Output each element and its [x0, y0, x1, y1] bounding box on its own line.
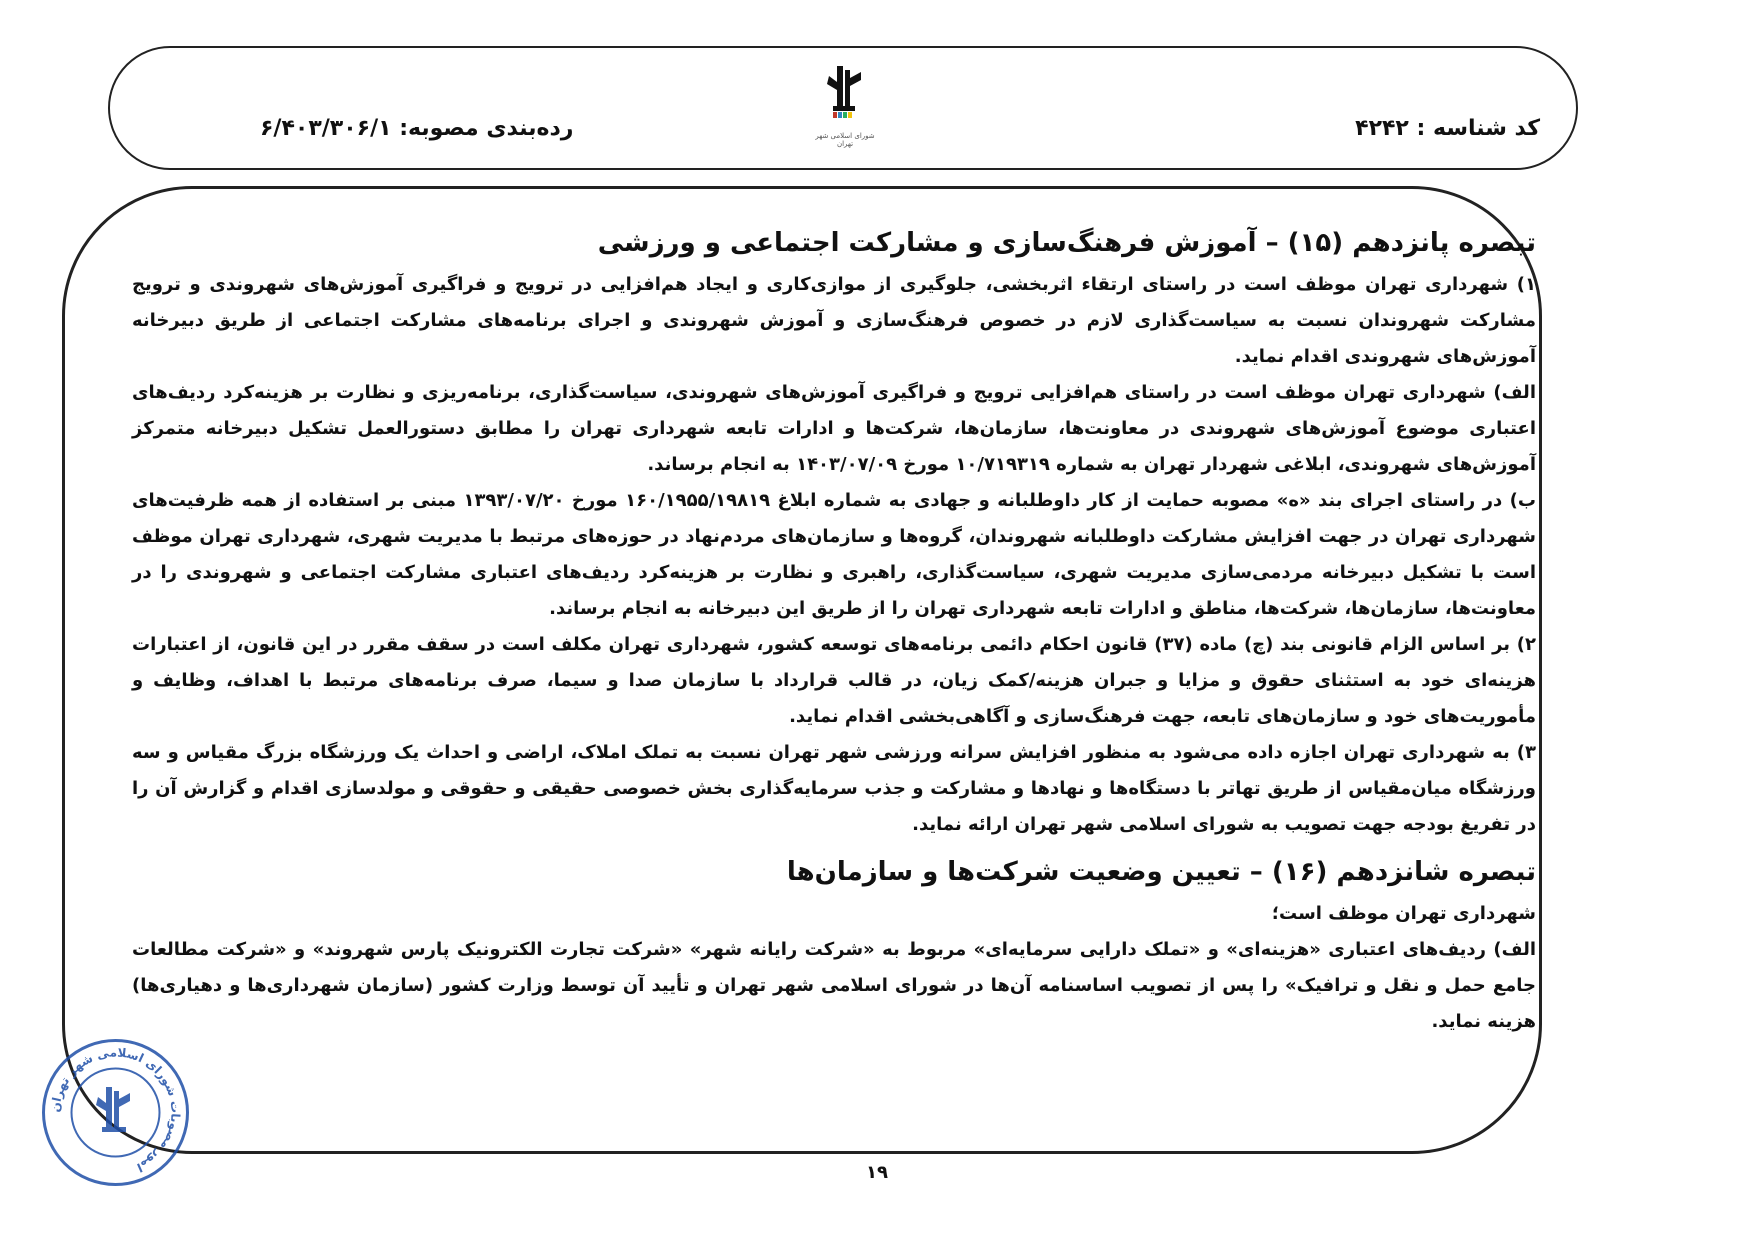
section-15-clause-1: ۱) شهرداری تهران موظف است در راستای ارتقاء اثربخشی، جلوگیری از موازی‌کاری و ایجاد هم‌افزایی در ترویج و فراگیری آموزش‌های شهروندی و ترویج مشارکت شهروندان نسبت به سیاست‌گذاری لازم در خصوص فرهنگ‌سازی و آموزش شهروندی و اجرای برنامه‌های مشارکت اجتماعی از طریق دبیرخانه آموزش‌های شهروندی اقدام نماید.	[132, 274, 1536, 368]
document-body	[132, 222, 1536, 1142]
stamp-text: امور مصوبات شورای اسلامی شهر تهران	[48, 1045, 183, 1175]
document-header	[108, 46, 1578, 170]
approval-classification: رده‌بندی مصوبه: ۶/۴۰۳/۳۰۶/۱	[260, 116, 574, 141]
section-16-title: تبصره شانزدهم (۱۶) – تعیین وضعیت شرکت‌ها و سازمان‌ها	[786, 857, 1536, 888]
section-16-intro: شهرداری تهران موظف است؛	[1271, 903, 1536, 925]
council-emblem-icon	[823, 62, 867, 132]
council-logo	[810, 62, 880, 154]
section-16-clause-a: الف) ردیف‌های اعتباری «هزینه‌ای» و «تملک دارایی سرمایه‌ای» مربوط به «شرکت رایانه شهر» «شرکت تجارت الکترونیک پارس شهروند» و «شرکت مطالعات جامع حمل و نقل و ترافیک» را پس از تصویب اساسنامه آن‌ها در شورای اسلامی شهر تهران و تأیید آن توسط وزارت کشور (سازمان شهرداری‌ها و دهیاری‌ها) هزینه نماید.	[132, 939, 1536, 1033]
section-15-clause-1b: ب) در راستای اجرای بند «ه» مصوبه حمایت از کار داوطلبانه و جهادی به شماره ابلاغ ۱۶۰/۱۹۵۵/۱۹۸۱۹ مورخ ۱۳۹۳/۰۷/۲۰ مبنی بر استفاده از همه ظرفیت‌های شهرداری تهران در جهت افزایش مشارکت داوطلبانه شهروندان، گروه‌ها و سازمان‌های مردم‌نهاد در حوزه‌های مرتبط با مدیریت شهری، شهرداری تهران موظف است با تشکیل دبیرخانه مردمی‌سازی مدیریت شهری، سیاست‌گذاری، راهبری و نظارت بر هزینه‌کرد ردیف‌های اعتباری مشارکت اجتماعی و شهروندی را در معاونت‌ها، سازمان‌ها، شرکت‌ها، مناطق و ادارات تابعه شهرداری تهران را از طریق این دبیرخانه به انجام برساند.	[132, 490, 1536, 620]
section-15-clause-2: ۲) بر اساس الزام قانونی بند (چ) ماده (۳۷) قانون احکام دائمی برنامه‌های توسعه کشور، شهرداری تهران مکلف است در سقف مقرر در این قانون، از اعتبارات هزینه‌ای خود به استثنای حقوق و مزایا و جبران هزینه/کمک زیان، در قالب قرارداد با سازمان صدا و سیما، صرف برنامه‌های مرتبط با اهداف، وظایف و مأموریت‌های خود و سازمان‌های تابعه، جهت فرهنگ‌سازی و آگاهی‌بخشی اقدام نماید.	[132, 634, 1536, 728]
section-15-title: تبصره پانزدهم (۱۵) – آموزش فرهنگ‌سازی و مشارکت اجتماعی و ورزشی	[597, 228, 1536, 258]
section-15-clause-3: ۳) به شهرداری تهران اجازه داده می‌شود به منظور افزایش سرانه ورزشی شهر تهران نسبت به تملک املاک، اراضی و احداث یک ورزشگاه بزرگ مقیاس و سه ورزشگاه میان‌مقیاس از طریق تهاتر با دستگاه‌ها و نهادها و مشارکت و جذب سرمایه‌گذاری بخش خصوصی حقیقی و حقوقی و مولدسازی اقدام و گزارش آن را در تفریغ بودجه جهت تصویب به شورای اسلامی شهر تهران ارائه نماید.	[132, 742, 1536, 836]
document-code: کد شناسه : ۴۲۴۲	[1355, 116, 1540, 141]
page-number: ۱۹	[866, 1162, 888, 1183]
section-15-clause-1a: الف) شهرداری تهران موظف است در راستای هم‌افزایی ترویج و فراگیری آموزش‌های شهروندی، سیاست‌گذاری، برنامه‌ریزی و نظارت بر هزینه‌کرد ردیف‌های اعتباری موضوع آموزش‌های شهروندی در معاونت‌ها، سازمان‌ها، شرکت‌ها و ادارات تابعه شهرداری تهران را مطابق دستورالعمل تشکیل دبیرخانه متمرکز آموزش‌های شهروندی، ابلاغی شهردار تهران به شماره ۱۰/۷۱۹۳۱۹ مورخ ۱۴۰۳/۰۷/۰۹ به انجام برساند.	[132, 382, 1536, 476]
logo-caption: شورای اسلامی شهر تهران	[815, 132, 875, 148]
